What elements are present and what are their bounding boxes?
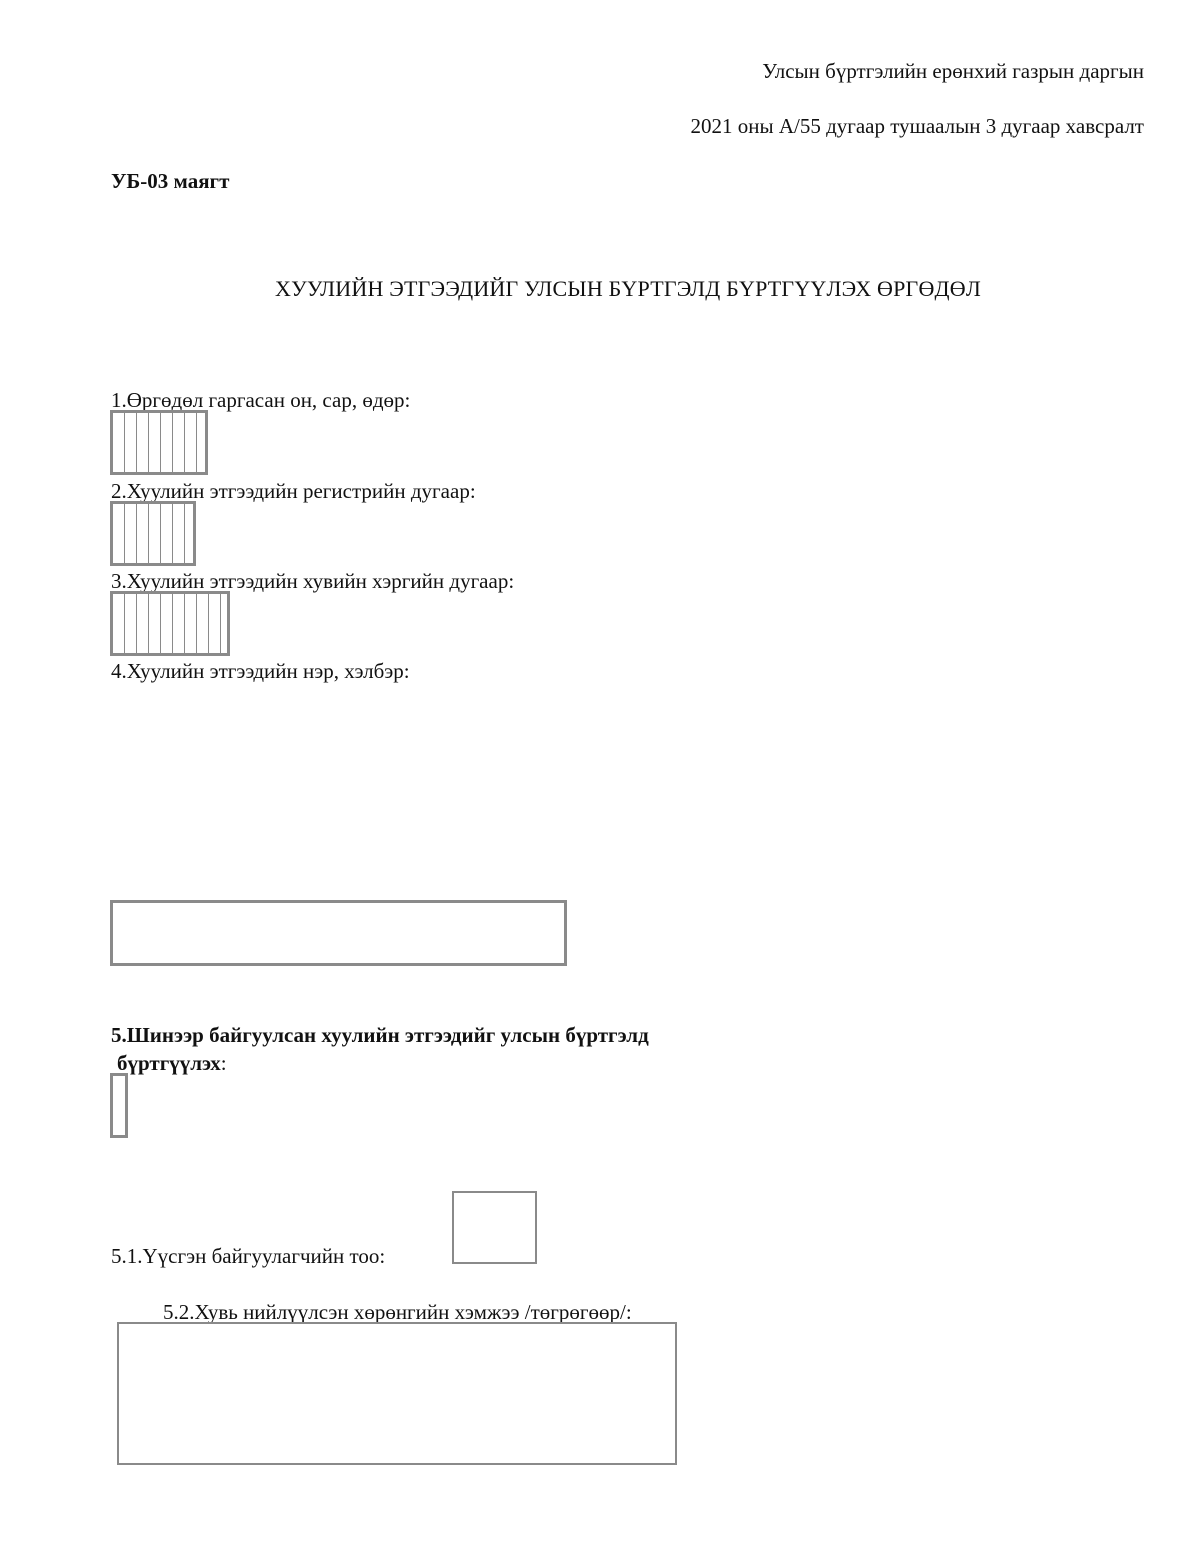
capital-amount-input[interactable] (117, 1322, 677, 1465)
registry-number-label: 2.Хуулийн этгээдийн регистрийн дугаар: (111, 479, 476, 503)
new-registration-label-line2 (117, 1050, 227, 1076)
header-line-1: Улсын бүртгэлийн ерөнхий газрын даргын (762, 59, 1144, 83)
date-cells[interactable] (110, 410, 208, 475)
header-line-2: 2021 оны А/55 дугаар тушаалын 3 дугаар хавсралт (690, 114, 1144, 138)
new-registration-label: 5.Шинээр байгуулсан хуулийн этгээдийг улсын бүртгэлд (111, 1023, 649, 1047)
page-title: ХУУЛИЙН ЭТГЭЭДИЙГ УЛСЫН БҮРТГЭЛД БҮРТГҮҮЛЭХ ӨРГӨДӨЛ (275, 276, 981, 301)
name-form-label: 4.Хуулийн этгээдийн нэр, хэлбэр: (111, 659, 410, 683)
capital-amount-label: 5.2.Хувь нийлүүлсэн хөрөнгийн хэмжээ /төгрөгөөр/: (163, 1300, 632, 1324)
name-form-input[interactable] (110, 900, 567, 966)
case-file-number-cells[interactable] (110, 591, 230, 656)
founders-count-label: 5.1.Үүсгэн байгуулагчийн тоо: (111, 1244, 386, 1268)
registry-number-cells[interactable] (110, 501, 196, 566)
new-registration-checkbox[interactable] (110, 1073, 128, 1138)
case-file-number-label: 3.Хуулийн этгээдийн хувийн хэргийн дугаар: (111, 569, 515, 593)
date-label: 1.Өргөдөл гаргасан он, сар, өдөр: (111, 388, 411, 412)
founders-count-input[interactable] (452, 1191, 537, 1264)
new-registration-label-word: бүртгүүлэх (117, 1051, 221, 1075)
form-code: УБ-03 маягт (111, 169, 230, 193)
new-registration-label-colon: : (220, 1051, 227, 1075)
